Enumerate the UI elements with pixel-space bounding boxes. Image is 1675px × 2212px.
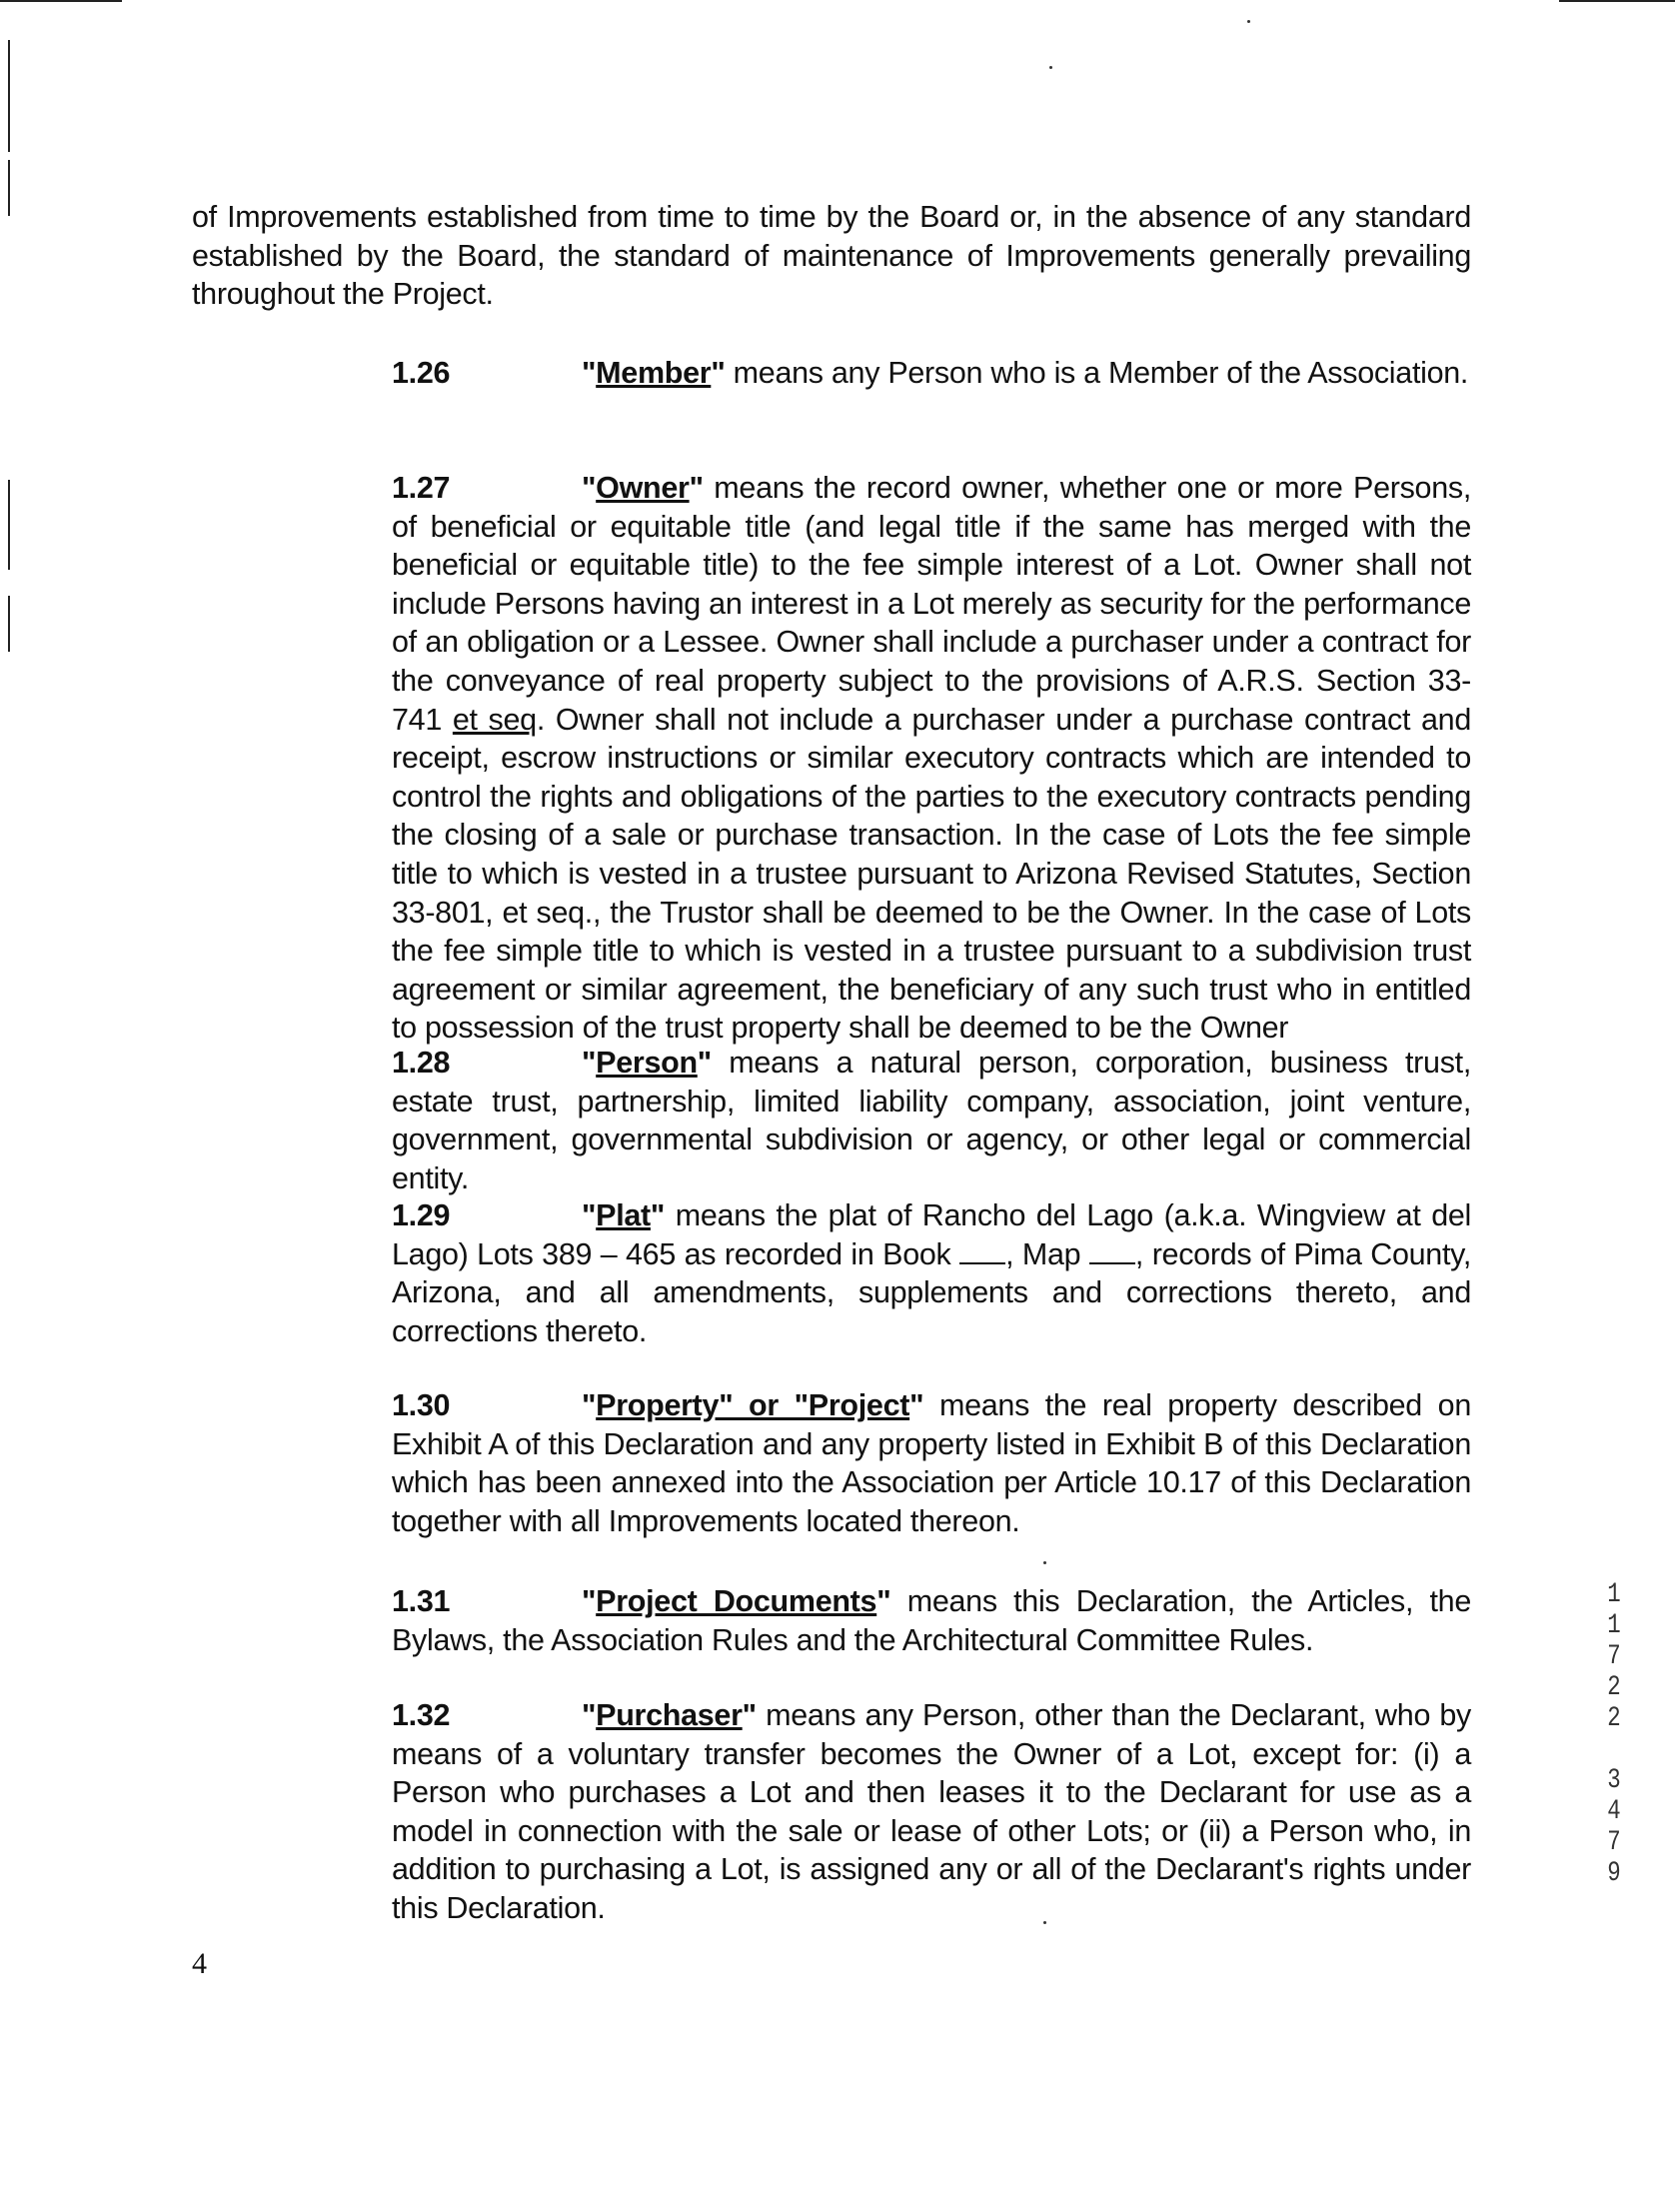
definition-first-line	[192, 1044, 1471, 1197]
stamp-digit: 2	[1607, 1672, 1621, 1703]
defined-term: "Owner"	[582, 471, 704, 505]
definition-text: means any Person, other than the Declarant, who by means of a voluntary transfer becomes the Owner of a Lot, except for: (i) a Person who purchases a Lot and then leases it to the Declarant for use as a model in connection with the sale or lease of other Lots; or (ii) a Person who, in addition to purchasing a Lot, is assigned any or all of the Declarant's rights under this Declaration.	[392, 1698, 1471, 1925]
definition-text: means a natural person, corporation, business trust, estate trust, partnership, limited liability company, association, joint venture, government, governmental subdivision or agency, or other legal or commercial entity.	[392, 1046, 1471, 1195]
definition-text-continued: . Owner shall not include a purchaser under a purchase contract and receipt, escrow instructions or similar executory contracts which are intended to control the rights and obligations of the parties to the executory contracts pending the closing of a sale or purchase transaction. In the case of Lots the fee simple title to which is vested in a trustee pursuant to Arizona Revised Statutes, Section 33-801, et seq., the Trustor shall be deemed to be the Owner. In the case of Lots the fee simple title to which is vested in a trustee pursuant to a subdivision trust agreement or similar agreement, the beneficiary of any such trust who in entitled to possession of the trust property shall be deemed to be the Owner	[392, 702, 1472, 1046]
section-number: 1.32	[392, 1698, 451, 1732]
section-number: 1.31	[392, 1584, 451, 1618]
definition-first-line	[192, 1696, 1471, 1928]
scan-artifact-top-left-rule	[0, 0, 122, 2]
defined-term: "Property" or "Project"	[582, 1388, 924, 1422]
section-number: 1.27	[392, 471, 451, 505]
definition-first-line	[192, 469, 1471, 1048]
scan-artifact-left-bar-4	[8, 596, 10, 652]
definition-first-line	[192, 1582, 1471, 1659]
definition-first-line	[192, 354, 1471, 393]
definition-text: means the real property described on Exhibit A of this Declaration and any property listed in Exhibit B of this Declaration which has been annexed into the Association per Article 10.17 of this Declaration together with all Improvements located thereon.	[392, 1388, 1471, 1538]
defined-term: "Project Documents"	[582, 1584, 891, 1618]
stamp-digit: 2	[1607, 1703, 1621, 1734]
scan-speck	[1043, 1561, 1046, 1564]
recording-number-stamp	[1604, 1579, 1625, 1889]
definition-text-map: , Map	[1005, 1236, 1089, 1271]
defined-term: "Member"	[582, 356, 726, 390]
definition-text: means the record owner, whether one or more Persons, of beneficial or equitable title (and legal title if the same has merged with the beneficial or equitable title) to the fee simple interest of a Lot. Owner shall not include Persons having an interest in a Lot merely as security for the performance of an obligation or a Lessee. Owner shall include a purchaser under a contract for the conveyance of real property subject to the provisions of A.R.S. Section 33-741	[392, 471, 1471, 737]
definition-first-line	[192, 1196, 1471, 1350]
book-blank-line	[959, 1242, 1005, 1264]
definition-first-line	[192, 1386, 1471, 1540]
section-number: 1.28	[392, 1046, 451, 1080]
definition-person	[192, 1044, 1471, 1197]
et-seq-citation: et seq	[452, 702, 537, 737]
scan-artifact-left-bar-2	[8, 160, 10, 216]
definition-project-documents	[192, 1582, 1471, 1659]
section-number: 1.26	[392, 356, 451, 390]
stamp-digit: 7	[1607, 1827, 1621, 1858]
stamp-digit: 4	[1607, 1796, 1621, 1827]
definition-member	[192, 354, 1471, 393]
section-number: 1.30	[392, 1388, 451, 1422]
scan-artifact-left-bar-3	[8, 480, 10, 570]
page-number: 4	[192, 1947, 207, 1980]
stamp-digit: 1	[1607, 1610, 1621, 1641]
defined-term: "Plat"	[582, 1198, 666, 1232]
continuation-paragraph	[192, 198, 1471, 314]
continuation-text: of Improvements established from time to time by the Board or, in the absence of any standard established by the Board, the standard of maintenance of Improvements generally prevailing throughout the Project.	[192, 200, 1471, 312]
defined-term: "Person"	[582, 1046, 712, 1080]
stamp-digit: 3	[1607, 1765, 1621, 1796]
definition-owner	[192, 469, 1471, 1048]
stamp-digit: 7	[1607, 1641, 1621, 1672]
scan-artifact-left-bar-1	[8, 40, 10, 152]
scan-speck	[1049, 66, 1052, 69]
definition-text: means this Declaration, the Articles, the Bylaws, the Association Rules and the Architectural Committee Rules.	[392, 1584, 1471, 1657]
defined-term: "Purchaser"	[582, 1698, 757, 1732]
scan-speck	[1247, 20, 1250, 23]
definition-plat	[192, 1196, 1471, 1350]
definition-purchaser	[192, 1696, 1471, 1928]
definition-property-project	[192, 1386, 1471, 1540]
stamp-digit: 9	[1607, 1858, 1621, 1889]
stamp-gap	[1604, 1734, 1625, 1765]
scan-artifact-top-right-rule	[1559, 0, 1675, 2]
stamp-digit: 1	[1607, 1579, 1621, 1610]
definition-text: means the plat of Rancho del Lago (a.k.a. Wingview at del Lago) Lots 389 – 465 as recorded in Book	[392, 1198, 1471, 1271]
map-blank-line	[1089, 1242, 1135, 1264]
section-number: 1.29	[392, 1198, 451, 1232]
definition-text-continued: , records of Pima County, Arizona, and all amendments, supplements and corrections thereto, and corrections thereto.	[392, 1236, 1471, 1348]
definition-text: means any Person who is a Member of the Association.	[725, 356, 1469, 390]
